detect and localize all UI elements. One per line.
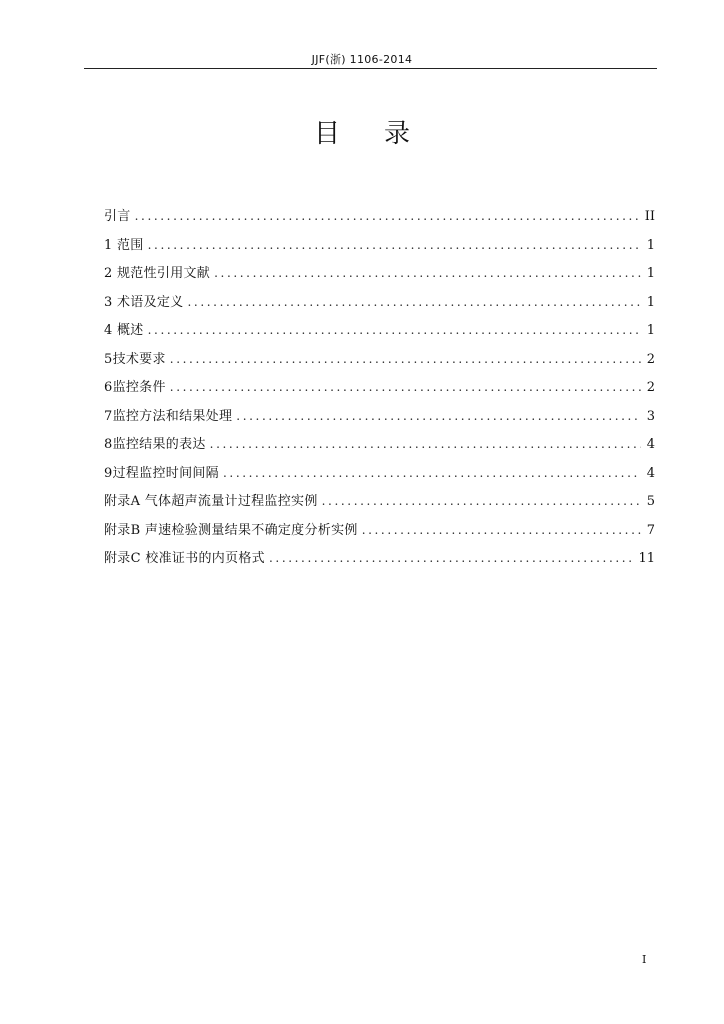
toc-entry-page: 2 (646, 351, 655, 367)
toc-entry-page: 5 (646, 494, 655, 509)
toc-leader-dots (148, 235, 641, 255)
toc-entry-label: 引言 (104, 209, 131, 224)
toc-entry-label: 附录C 校准证书的内页格式 (104, 551, 265, 566)
toc-entry-appendix-a[interactable] (104, 491, 655, 520)
toc-entry-normative-references[interactable] (104, 263, 655, 292)
page-number: I (642, 953, 647, 966)
toc-entry-label: 3 术语及定义 (104, 294, 184, 310)
toc-entry-page: 3 (646, 408, 655, 424)
toc-entry-label: 7监控方法和结果处理 (104, 408, 233, 424)
toc-list (104, 206, 655, 577)
toc-entry-page: 4 (646, 465, 655, 481)
toc-entry-introduction[interactable] (104, 206, 655, 235)
toc-entry-label: 附录A 气体超声流量计过程监控实例 (104, 494, 318, 509)
toc-entry-page: II (644, 209, 655, 224)
header-divider (84, 68, 657, 69)
toc-entry-monitoring-interval[interactable] (104, 463, 655, 492)
toc-entry-appendix-c[interactable] (104, 548, 655, 577)
toc-entry-page: 1 (646, 266, 655, 281)
toc-entry-page: 4 (646, 437, 655, 452)
toc-leader-dots (170, 377, 641, 397)
toc-leader-dots (236, 406, 641, 426)
toc-entry-label: 9过程监控时间间隔 (104, 465, 219, 481)
toc-entry-page: 1 (646, 323, 655, 338)
toc-title-char-2: 录 (384, 119, 411, 149)
toc-entry-page: 11 (638, 551, 655, 566)
toc-leader-dots (135, 206, 641, 226)
toc-entry-page: 2 (646, 380, 655, 395)
toc-entry-appendix-b[interactable] (104, 520, 655, 549)
toc-entry-results-expression[interactable] (104, 434, 655, 463)
toc-entry-technical-requirements[interactable] (104, 349, 655, 378)
toc-entry-scope[interactable] (104, 235, 655, 264)
toc-leader-dots (362, 520, 641, 540)
toc-entry-label: 6监控条件 (104, 380, 166, 395)
toc-entry-page: 1 (646, 237, 655, 253)
toc-entry-overview[interactable] (104, 320, 655, 349)
toc-entry-page: 1 (646, 294, 655, 310)
toc-entry-monitoring-methods[interactable] (104, 406, 655, 435)
toc-leader-dots (148, 320, 641, 340)
toc-entry-label: 附录B 声速检验测量结果不确定度分析实例 (104, 522, 358, 538)
toc-leader-dots (322, 491, 641, 511)
standard-code-header: JJF(浙) 1106-2014 (311, 53, 413, 66)
toc-entry-label: 8监控结果的表达 (104, 437, 206, 452)
toc-leader-dots (170, 349, 641, 369)
toc-entry-label: 4 概述 (104, 323, 144, 338)
toc-entry-label: 1 范围 (104, 237, 144, 253)
toc-title-char-1: 目 (313, 119, 340, 149)
toc-entry-label: 5技术要求 (104, 351, 166, 367)
toc-entry-terms-definitions[interactable] (104, 292, 655, 321)
toc-leader-dots (269, 548, 634, 568)
toc-leader-dots (210, 434, 641, 454)
toc-title (0, 113, 724, 150)
toc-leader-dots (223, 463, 641, 483)
toc-entry-label: 2 规范性引用文献 (104, 266, 211, 281)
toc-entry-page: 7 (646, 522, 655, 538)
toc-leader-dots (188, 292, 641, 312)
toc-leader-dots (214, 263, 641, 283)
toc-entry-monitoring-conditions[interactable] (104, 377, 655, 406)
